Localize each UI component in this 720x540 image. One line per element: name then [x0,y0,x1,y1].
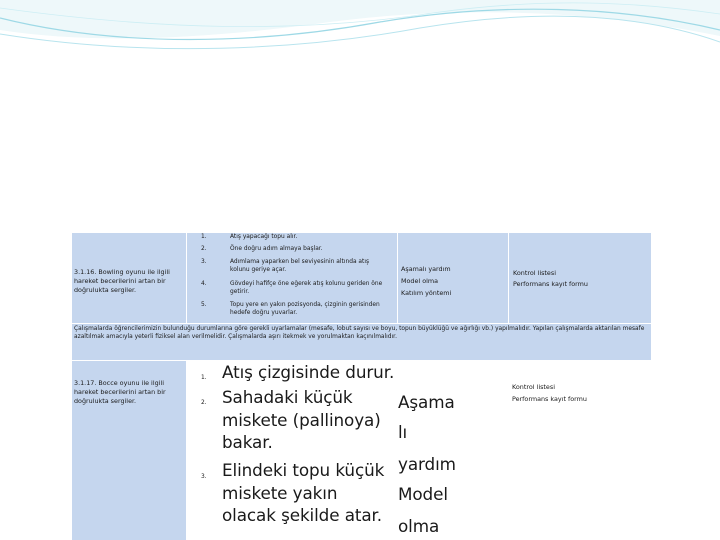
step-number: 3. [201,474,207,480]
step-number: 3. [201,259,207,265]
row1-objective-cell [72,233,186,323]
step-number: 4. [201,281,207,287]
method-line: Model [398,484,448,504]
row1-methods [401,265,505,301]
step-text: Gövdeyi hafifçe öne eğerek atış kolunu geriden öne getirir. [230,281,383,295]
step-number: 5. [201,302,207,308]
method-line: olma [398,516,440,536]
note-cell [72,324,651,360]
step-text: Topu yere en yakın pozisyonda, çizginin gerisinden hedefe doğru yuvarlar. [230,302,380,316]
row1-steps-cell [187,233,397,323]
note-text: Çalışmalarda öğrencilerimizin bulunduğu durumlarına göre gerekli uyarlamalar (mesafe, lobut sayısı ve boyu, topun büyüklüğü ve ağırlığı vb.) yapılmalıdır. Yapılan çalışmalarda aktarılan mesafe azaltılmak amacıyla yeterli fiziksel alan verilmelidir. Çalışmalarda aşırı itekmek ve yorulmaktan kaçınılmalıdır. [74,326,645,340]
step-number: 1. [201,375,207,381]
step-text: Adımlama yaparken bel seviyesinin altında atış kolunu geriye açar. [230,259,370,273]
row2-methods-cell [398,361,508,540]
row1-methods-cell [398,233,508,323]
row2-assessment [512,383,648,407]
method-line: Aşama [398,392,455,412]
row1-assessment [513,269,647,291]
row2-objective-text: 3.1.17. Bocce oyunu ile ilgili hareket becerilerini artan bir doğrulukta sergiler. [74,379,166,405]
method-item: Katılım yöntemi [401,289,452,297]
step-number: 2. [201,246,207,252]
step-text: Öne doğru adım almaya başlar. [230,246,323,252]
step-text: Sahadaki küçük miskete (pallinoya) bakar. [222,387,381,452]
row2-steps-cell [187,361,397,540]
step-text: Atış yapacağı topu alır. [230,234,298,240]
row1-objective-text: 3.1.16. Bowling oyunu ile ilgili hareket becerilerini artan bir doğrulukta sergiler. [74,268,170,294]
step-number: 1. [201,234,207,240]
row1-assessment-cell [509,233,651,323]
row2-objective-cell [72,361,186,540]
row2-assessment-cell [509,361,651,540]
assessment-item: Kontrol listesi [513,269,556,277]
step-number: 2. [201,400,207,406]
assessment-item: Performans kayıt formu [512,395,587,403]
assessment-item: Kontrol listesi [512,383,555,391]
method-item: Model olma [401,277,439,285]
method-line: yardım [398,454,456,474]
method-line: lı [398,422,408,442]
assessment-item: Performans kayıt formu [513,280,588,288]
method-item: Aşamalı yardım [401,265,451,273]
step-text: Elindeki topu küçük miskete yakın olacak şekilde atar. [222,460,385,525]
step-text: Atış çizgisinde durur. [222,362,395,382]
